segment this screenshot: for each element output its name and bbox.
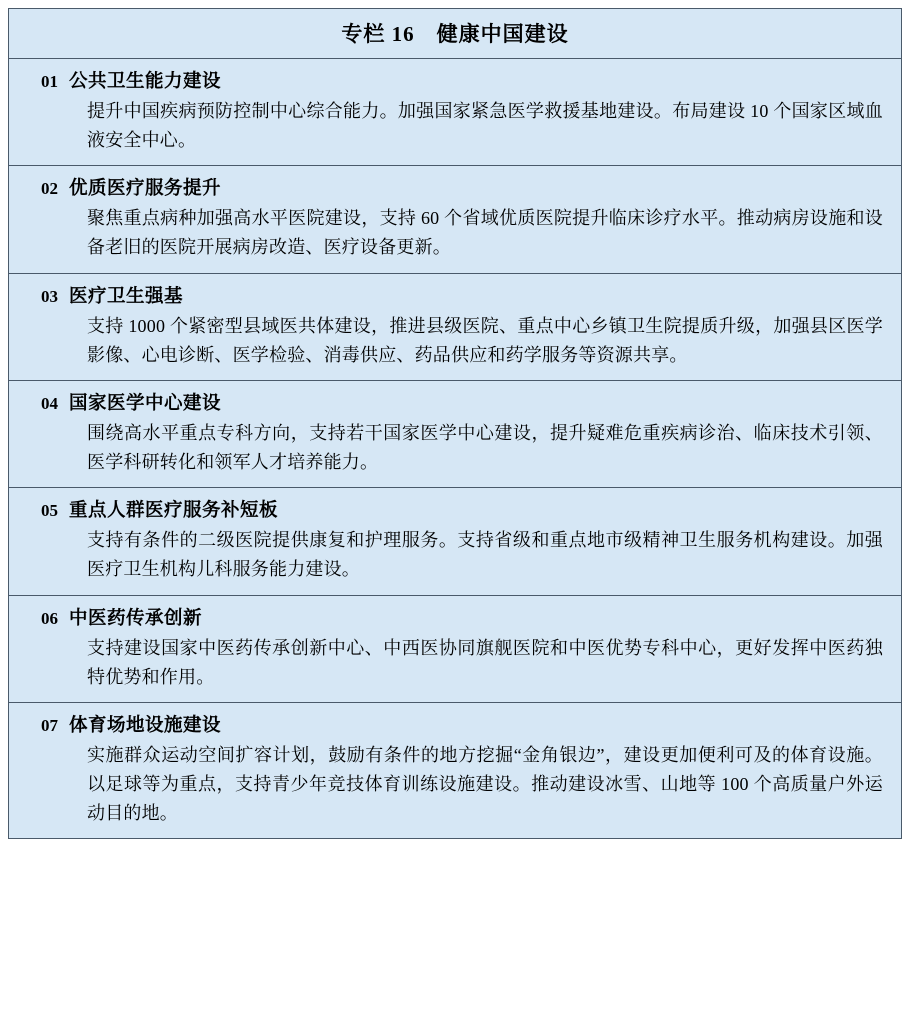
list-item-body: 支持建设国家中医药传承创新中心、中西医协同旗舰医院和中医优势专科中心，更好发挥中医药独特优势和作用。 <box>87 637 883 687</box>
column-box <box>8 8 902 839</box>
list-item-title: 中医药传承创新 <box>69 608 203 629</box>
list-item-number: 02 <box>41 179 58 199</box>
list-item-head <box>23 282 887 308</box>
box-title <box>341 22 568 46</box>
list-item-number: 03 <box>41 286 58 306</box>
list-item <box>9 59 901 166</box>
list-item-number: 07 <box>41 715 58 735</box>
list-item-body: 围绕高水平重点专科方向，支持若干国家医学中心建设，提升疑难危重疾病诊治、临床技术引领、医学科研转化和领军人才培养能力。 <box>87 422 883 473</box>
list-item-number: 05 <box>41 501 58 521</box>
box-title-main: 健康中国建设 <box>436 22 569 46</box>
box-title-row <box>9 9 901 59</box>
list-item-head <box>23 67 887 93</box>
list-item <box>9 703 901 838</box>
list-item-number: 01 <box>41 72 58 91</box>
box-title-prefix: 专栏 16 <box>341 22 415 46</box>
list-item-title: 重点人群医疗服务补短板 <box>69 501 279 522</box>
list-item-body: 支持有条件的二级医院提供康复和护理服务。支持省级和重点地市级精神卫生服务机构建设。加强医疗卫生机构儿科服务能力建设。 <box>87 530 883 580</box>
list-item-head <box>23 711 887 737</box>
list-item-body: 聚焦重点病种加强高水平医院建设，支持 60 个省域优质医院提升临床诊疗水平。推动病房设施和设备老旧的医院开展病房改造、医疗设备更新。 <box>87 208 883 258</box>
list-item <box>9 274 901 381</box>
list-item-title: 优质医疗服务提升 <box>69 179 222 200</box>
list-item-head <box>23 604 887 630</box>
list-item <box>9 381 901 488</box>
list-item-body: 实施群众运动空间扩容计划，鼓励有条件的地方挖掘“金角银边”，建设更加便利可及的体育设施。以足球等为重点，支持青少年竞技体育训练设施建设。推动建设冰雪、山地等 100 个高质量户外运动目的地。 <box>87 744 883 824</box>
list-item-number: 06 <box>41 608 58 628</box>
list-item <box>9 166 901 273</box>
list-item-head <box>23 389 887 415</box>
list-item-body: 支持 1000 个紧密型县域医共体建设，推进县级医院、重点中心乡镇卫生院提质升级，加强县区医学影像、心电诊断、医学检验、消毒供应、药品供应和药学服务等资源共享。 <box>87 315 883 365</box>
list-item-title: 体育场地设施建设 <box>69 715 222 736</box>
list-item-head <box>23 174 887 200</box>
list-item-title: 医疗卫生强基 <box>69 286 184 307</box>
list-item-number: 04 <box>41 393 58 413</box>
list-item-body: 提升中国疾病预防控制中心综合能力。加强国家紧急医学救援基地建设。布局建设 10 个国家区域血液安全中心。 <box>87 101 883 151</box>
list-item-title: 国家医学中心建设 <box>69 393 222 414</box>
list-item <box>9 596 901 703</box>
list-item-title: 公共卫生能力建设 <box>69 72 222 92</box>
list-item <box>9 488 901 595</box>
list-item-head <box>23 496 887 522</box>
